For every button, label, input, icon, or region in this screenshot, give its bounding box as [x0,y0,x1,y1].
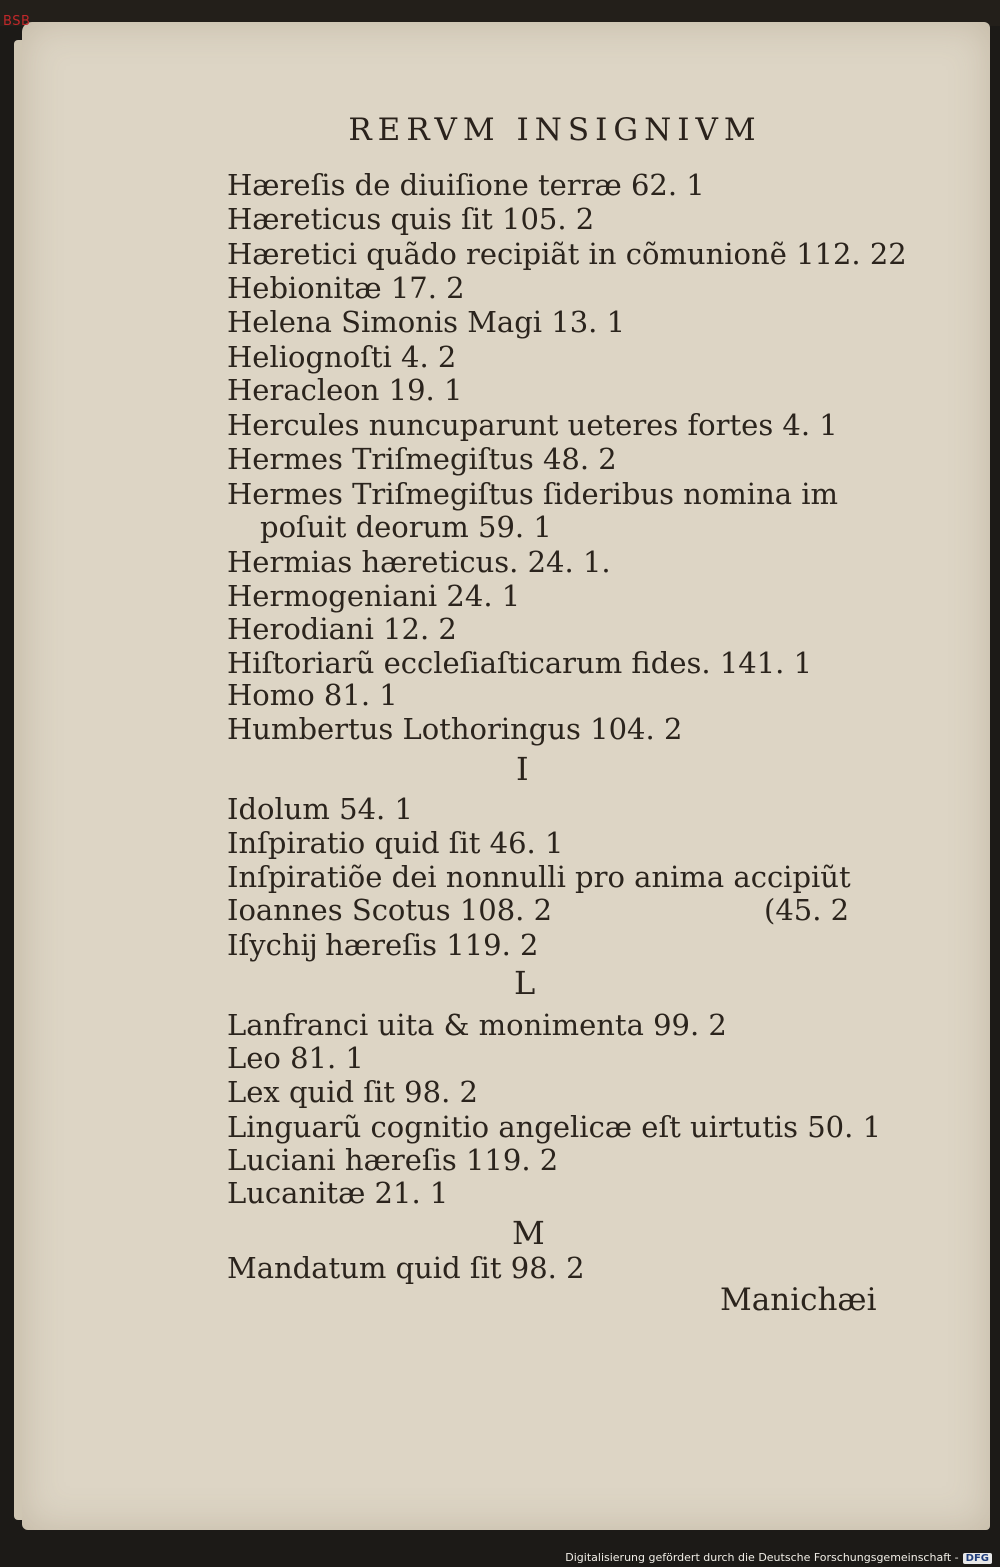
index-entry: Luciani hæreſis 119. 2 [227,1143,559,1177]
index-entry: Hiſtoriarũ eccleſiaſticarum fides. 141. 1 [227,646,813,680]
index-entry: Mandatum quid ſit 98. 2 [227,1251,585,1285]
index-entry: Lex quid ſit 98. 2 [227,1075,478,1109]
index-entry: Lanfranci uita & monimenta 99. 2 [227,1008,727,1042]
index-entry: Helena Simonis Magi 13. 1 [227,305,626,339]
section-letter-m: M [512,1214,545,1252]
index-entry: Hæretici quãdo recipiãt in cõmunionẽ 112. 22 [227,237,907,271]
index-entry: Hebionitæ 17. 2 [227,271,465,305]
index-entry: Linguarũ cognitio angelicæ eſt uirtutis 50. 1 [227,1110,882,1144]
index-entry: Homo 81. 1 [227,678,398,712]
index-entry: Hermias hæreticus. 24. 1. [227,545,611,579]
index-entry: Hermogeniani 24. 1 [227,579,521,613]
index-entry: Hæreticus quis ſit 105. 2 [227,202,595,236]
running-header: RERVM INSIGNIVM [348,112,762,148]
index-entry: Inſpiratiõe dei nonnulli pro anima accipiũt [227,860,851,894]
index-entry: Hermes Triſmegiſtus ſideribus nomina im [227,477,839,511]
index-entry: Heliognoſti 4. 2 [227,340,457,374]
index-entry: Idolum 54. 1 [227,792,413,826]
index-entry-continuation: poſuit deorum 59. 1 [260,510,552,544]
library-mark: BSB [3,14,31,29]
credit-text: Digitalisierung gefördert durch die Deutsche Forschungsgemeinschaft - [565,1551,959,1564]
index-entry: Lucanitæ 21. 1 [227,1176,449,1210]
index-entry: Hæreſis de diuiſione terræ 62. 1 [227,168,705,202]
section-letter-l: L [514,964,536,1002]
index-entry: Ioannes Scotus 108. 2 [227,893,553,927]
digitization-credit [565,1551,992,1564]
index-entry: Inſpiratio quid ſit 46. 1 [227,826,564,860]
catchword: Manichæi [720,1282,877,1318]
section-letter-i: I [516,750,529,788]
index-entry-turnover: (45. 2 [764,893,850,927]
index-entry: Heracleon 19. 1 [227,373,463,407]
index-entry: Leo 81. 1 [227,1041,364,1075]
index-entry: Hercules nuncuparunt ueteres fortes 4. 1 [227,408,838,442]
index-entry: Hermes Triſmegiſtus 48. 2 [227,442,617,476]
dfg-logo: DFG [963,1553,992,1564]
index-entry: Herodiani 12. 2 [227,612,457,646]
index-entry: Iſychĳ hæreſis 119. 2 [227,928,539,962]
index-entry: Humbertus Lothoringus 104. 2 [227,712,683,746]
